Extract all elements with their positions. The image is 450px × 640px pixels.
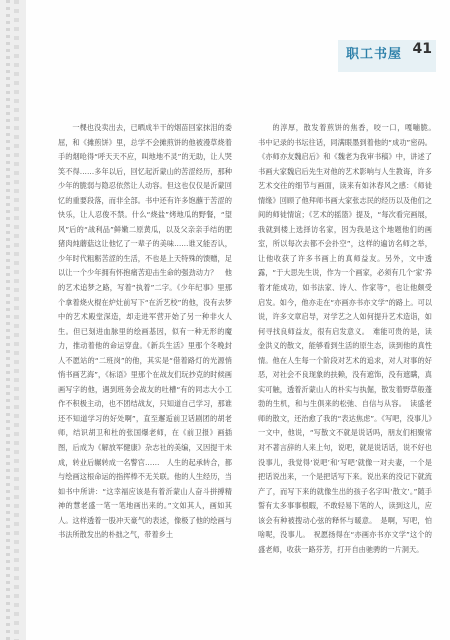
page-number: 41 (412, 41, 432, 57)
left-text-column (58, 121, 232, 543)
left-column-text: 一棵也没卖出去，已晒成半干的烟苗回家抹泪的委屈，和《摊煎饼》里，总学不会摊煎饼的他被漫草烧着手的烟呛得“呼天天不应，叫地地不灵”的无助，让人哭笑不得……多年以后，回忆起沂蒙山的苦涩经历，那种少年的脆弱与隐忍依然让人动容。但这也仅仅是沂蒙回忆的重要段落，而非全部。书中还有许多饱蘸于苦涩的快乐，让人忍俊不禁。什么“烧盐”烤地瓜的野餐，“望风”后的“战利品”鲜嫩二原黄瓜，以及父亲亲手结的肥猪肉炖蘑菇这让他忆了一辈子的美味……谁又能否认，少年时代粗粝苦涩的生活，不也是上天特殊的馈赠，足以让一个少年拥有怀抱痛苦迎击生命的强劲动力？ 他的艺术追梦之路，写着“执着”二字。《少年纪事》里那个拿着烧火棍在炉灶前写下“在沂艺校”的他，没有去梦中的艺术殿堂深造，却走进军营开始了另一种非火人生。但已刻进血脉里的绘画基因，似有一种无形的魔力，推动着他的命运穿盘。《新兵生活》里那个冬晚封人不愿站的“二班岗”的他，其实是“借着路灯的光源悄悄书画艺海”，《标语》里那个在战友们玩抄克的时候画画写字的他，遇到班务会战友的吐槽“有的同志大小工作不积极主动，也不团结战友，只知道自己学习，那谁还不知道学习的好处啊”，直至邂逅前卫话剧团的胡老师，结识胡卫和杜的张国爆老师，在《前卫报》画插图，后成为《解放军健康》杂志社的美编，又因提干未成，转业后辗转成一名警官…… 人生的起承转合，都与绘画这根命运的指挥棒不无关联。他的人生经历，当如书中所讲：“这幸福应该是有着沂蒙山人奋斗拼搏精神的慧老盛一笔一笔地画出来的。”文如其人，画如其人。这样透着一股冲天豪气的表述，像极了他的绘画与书法所散发出的朴拙之气，带着乡土 (58, 123, 232, 540)
section-title: 职工书屋 (345, 47, 402, 62)
right-column-text: 的淳厚，散发着煎饼的焦香，咬一口，嘎嘣脆。 书中记录的书坛往话，同满眼墨到着他的“成功”密码。《亦师亦友魏启后》和《魏老为我审书稿》中，讲述了书画大家魏启后先生对他的艺术影响与人生教诲，许多艺术交往的细节与画面，读来有如沐春风之感：《师徒情缘》回顾了他拜师书画大家张志民的经历以及他们之间的师徒情谊；《艺术的摇篮》提及，“每次看完画展，我就到楼上选择访名家，因为我是这个地题他们的画室，所以每次去都不会扑空”，这样的遍访名师之举，让他收获了许多书画上的真师益友。另外，文中透露，“于大思先生说，作为一个画家，必须有几个‘家’养着才能成功，如书法家、诗人、作家等”，也让他颇受启发。如今，他亦走在“亦画亦书亦文学”的路上。可以说，许多文章启导，对学艺之人如何提升艺术造诣，如何寻找良师益友，很有启发意义。 难能可贵的是，读金洪义的散文，能够看到生活的原生态，读到他的真性情。他在人生每一个阶段对艺术的追求，对人对事的好恶，对社会不良现象的扶赖，没有遮饰，没有遮瞒，真实可触，透着沂蒙山人的朴实与执倔，散发着野草般蓬勃的生机，和与生俱来的松弛、自信与从容。 读盛老师的散文，还治愈了我的“表达焦虑”。《写吧，没事儿》一文中，他说，“写散文不就是说话吗，朋友们相聚常对不著言辞的人来上句，说吧，就是说话话，说不好也没事儿，我觉得‘说吧’和‘写吧’就像一对夫妻，一个是把话说出来，一个是把话写下来。说出来的没记下就流产了，而写下来的就像生出的孩子名字叫‘散文’。”随手誓有太多事事根暇，不敢轻易下笔的人，读到这儿，应该会有种被搜动心弦的释怀与暖意。 是啊，写吧，怕啥呢，没事儿。 祝愿扬得在“亦画亦书亦文学”这个的盛老师，收获一路芬芳，打开自由驰骋的一片洞天。 (258, 123, 440, 554)
left-decorative-strip (0, 0, 26, 640)
right-text-column (258, 121, 440, 557)
page-header (0, 0, 450, 70)
